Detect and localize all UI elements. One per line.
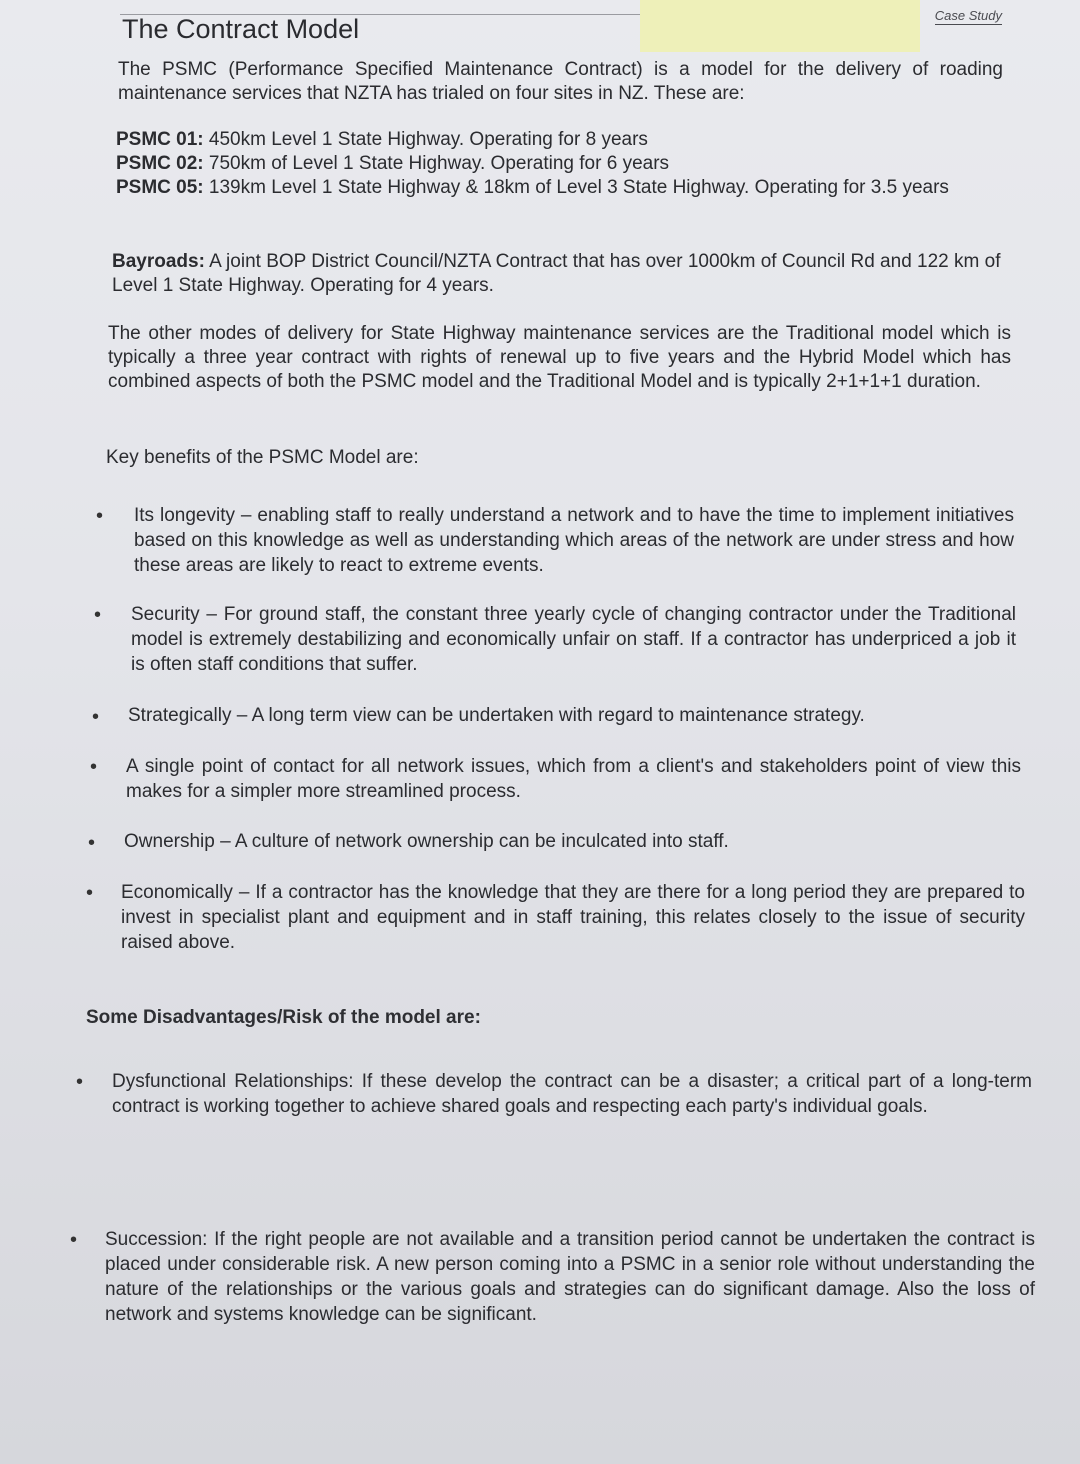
site-list bbox=[116, 128, 1006, 200]
site-item bbox=[116, 176, 1006, 200]
bayroads-paragraph bbox=[112, 250, 1007, 298]
bullet-icon: • bbox=[96, 505, 104, 527]
page-title: The Contract Model bbox=[122, 14, 360, 44]
site-label: PSMC 02: bbox=[116, 153, 204, 174]
disadvantage-text: Dysfunctional Relationships: If these develop the contract can be a disaster; a critical part of a long-term contract is working together to achieve shared goals and respecting each party's individual goals. bbox=[112, 1071, 1032, 1117]
bullet-icon: • bbox=[88, 832, 96, 854]
benefits-heading: Key benefits of the PSMC Model are: bbox=[106, 447, 419, 468]
case-study-tag: Case Study bbox=[934, 8, 1002, 23]
bayroads-label: Bayroads: bbox=[112, 251, 205, 272]
intro-paragraph: The PSMC (Performance Specified Maintenance Contract) is a model for the delivery of roading maintenance services that NZTA has trialed on four sites in NZ. These are: bbox=[118, 59, 1003, 104]
site-text: 139km Level 1 State Highway & 18km of Level 3 State Highway. Operating for 3.5 years bbox=[203, 177, 949, 198]
disadvantages-heading: Some Disadvantages/Risk of the model are: bbox=[86, 1007, 481, 1028]
benefit-text: A single point of contact for all network issues, which from a client's and stakeholders point of view this makes for a simpler more streamlined process. bbox=[126, 756, 1021, 802]
bullet-icon: • bbox=[70, 1229, 78, 1251]
site-label: PSMC 01: bbox=[116, 129, 204, 150]
bullet-icon: • bbox=[92, 706, 100, 728]
page-edge-line bbox=[120, 0, 640, 15]
site-item bbox=[116, 152, 1006, 176]
benefit-text: Its longevity – enabling staff to really understand a network and to have the time to implement initiatives based on this knowledge as well as understanding which areas of the network are under stress and how these areas are likely to react to extreme events. bbox=[134, 505, 1014, 576]
site-label: PSMC 05: bbox=[116, 177, 204, 198]
benefit-text: Strategically – A long term view can be undertaken with regard to maintenance strategy. bbox=[128, 705, 865, 726]
disadvantage-text: Succession: If the right people are not available and a transition period cannot be undertaken the contract is placed under considerable risk. A new person coming into a PSMC in a senior role without understanding the nature of the relationships or the various goals and strategies can do significant damage. Also the loss of network and systems knowledge can be significant. bbox=[105, 1229, 1035, 1325]
benefit-text: Economically – If a contractor has the knowledge that they are there for a long period they are prepared to invest in specialist plant and equipment and in staff training, this relates closely to the issue of security raised above. bbox=[121, 882, 1025, 953]
site-item bbox=[116, 128, 1006, 152]
other-modes-paragraph: The other modes of delivery for State Highway maintenance services are the Traditional model which is typically a three year contract with rights of renewal up to five years and the Hybrid Model which has combined aspects of both the PSMC model and the Traditional Model and is typically 2+1+1+1 duration. bbox=[108, 323, 1011, 392]
bullet-icon: • bbox=[90, 756, 98, 778]
sticky-note bbox=[640, 0, 920, 52]
bullet-icon: • bbox=[94, 604, 102, 626]
bullet-icon: • bbox=[76, 1071, 84, 1093]
benefit-text: Ownership – A culture of network ownership can be inculcated into staff. bbox=[124, 831, 729, 852]
bayroads-text: A joint BOP District Council/NZTA Contract that has over 1000km of Council Rd and 122 km of Level 1 State Highway. Operating for 4 years. bbox=[112, 251, 1001, 296]
site-text: 450km Level 1 State Highway. Operating for 8 years bbox=[203, 129, 648, 150]
site-text: 750km of Level 1 State Highway. Operating for 6 years bbox=[203, 153, 670, 174]
bullet-icon: • bbox=[86, 882, 94, 904]
benefit-text: Security – For ground staff, the constant three yearly cycle of changing contractor under the Traditional model is extremely destabilizing and economically unfair on staff. If a contractor has underpriced a job it is often staff conditions that suffer. bbox=[131, 604, 1016, 675]
